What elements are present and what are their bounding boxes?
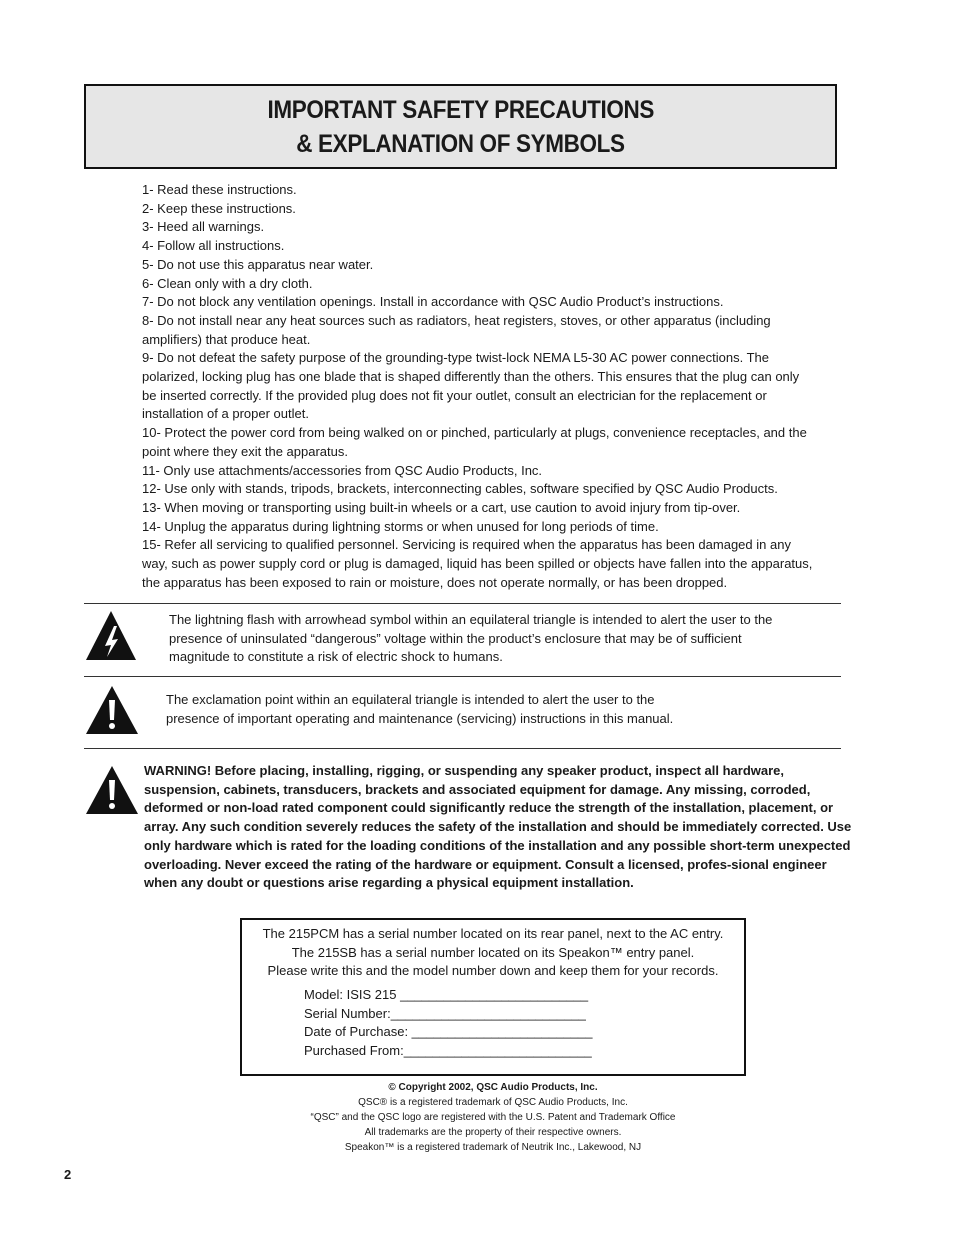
warning-triangle-icon — [84, 764, 140, 821]
serial-intro-line: The 215PCM has a serial number located on its rear panel, next to the AC entry. — [262, 926, 724, 941]
instruction-item: 15- Refer all servicing to qualified personnel. Servicing is required when the apparatus has been damaged in any way, such as power supply cord or plug is damaged, liquid has been spilled or objects have fallen into the apparatus, the apparatus has been exposed to rain or moisture, does not operate normally, or has been dropped. — [142, 537, 813, 590]
serial-number-box — [240, 918, 746, 1076]
serial-intro-line: Please write this and the model number down and keep them for your records. — [267, 963, 719, 979]
page-title-line-1: IMPORTANT SAFETY PRECAUTIONS — [267, 95, 654, 124]
divider — [84, 748, 841, 749]
trademark-line: All trademarks are the property of their respective owners. — [364, 1127, 622, 1138]
copyright-block — [240, 1080, 746, 1155]
exclamation-triangle-icon — [84, 684, 140, 741]
page-number: 2 — [64, 1167, 72, 1182]
serial-number-field: Serial Number:___________________________ — [304, 1005, 586, 1021]
date-of-purchase-field: Date of Purchase: _________________________ — [304, 1024, 593, 1040]
instruction-item: 4- Follow all instructions. — [142, 238, 285, 254]
instruction-item: 13- When moving or transporting using built-in wheels or a cart, use caution to avoid injury from tip-over. — [142, 499, 741, 515]
instruction-item: 7- Do not block any ventilation openings. Install in accordance with QSC Audio Product’s instructions. — [142, 294, 724, 310]
instruction-item: 3- Heed all warnings. — [142, 219, 265, 235]
instruction-item: 1- Read these instructions. — [142, 182, 297, 197]
trademark-line: “QSC” and the QSC logo are registered with the U.S. Patent and Trademark Office — [310, 1112, 676, 1123]
lightning-triangle-icon — [84, 609, 138, 668]
copyright-line: © Copyright 2002, QSC Audio Products, Inc. — [388, 1082, 598, 1093]
divider — [84, 676, 841, 677]
exclamation-symbol-description: The exclamation point within an equilateral triangle is intended to alert the user to the presence of important operating and maintenance (servicing) instructions in this manual. — [166, 692, 674, 726]
instruction-item: 9- Do not defeat the safety purpose of the grounding-type twist-lock NEMA L5-30 AC power connections. The polarized, locking plug has one blade that is shaped differently than the others. This ensures that the plug can only be inserted correctly. If the provided plug does not fit your outlet, consult an electrician for the replacement or installation of a proper outlet. — [142, 350, 800, 422]
instruction-item: 2- Keep these instructions. — [142, 200, 296, 216]
page-title-line-2: & EXPLANATION OF SYMBOLS — [296, 129, 625, 158]
instruction-item: 10- Protect the power cord from being walked on or pinched, particularly at plugs, convenience receptacles, and the point where they exit the apparatus. — [142, 425, 807, 459]
instruction-item: 8- Do not install near any heat sources such as radiators, heat registers, stoves, or other apparatus (including amplifiers) that produce heat. — [142, 312, 771, 347]
hardware-warning-text: WARNING! Before placing, installing, rigging, or suspending any speaker product, inspect all hardware, suspension, cabinets, transducers, brackets and associated equipment for damage. Any missing, corroded, deformed or non-load rated component could significantly reduce the strength of the installation, placement, or array. Any such condition severely reduces the safety of the installation and should be immediately corrected. Use only hardware which is rated for the loading conditions of the installation and any possible short-term unexpected overloading. Never exceed the rating of the hardware or equipment. Consult a licensed, profes-sional engineer when any doubt or questions arise regarding a physical equipment installation. — [144, 763, 852, 891]
trademark-line: QSC® is a registered trademark of QSC Audio Products, Inc. — [358, 1097, 628, 1108]
divider — [84, 603, 841, 604]
record-fields — [304, 986, 592, 1061]
instruction-item: 5- Do not use this apparatus near water. — [142, 256, 374, 272]
instruction-item: 6- Clean only with a dry cloth. — [142, 275, 313, 291]
purchased-from-field: Purchased From:__________________________ — [304, 1043, 592, 1059]
instruction-item: 11- Only use attachments/accessories from QSC Audio Products, Inc. — [142, 462, 543, 478]
instruction-item: 12- Use only with stands, tripods, brackets, interconnecting cables, software specified by QSC Audio Products. — [142, 481, 778, 497]
instructions-list — [142, 181, 817, 592]
instruction-item: 14- Unplug the apparatus during lightning storms or when unused for long periods of time. — [142, 518, 659, 534]
trademark-line: Speakon™ is a registered trademark of Neutrik Inc., Lakewood, NJ — [344, 1142, 642, 1153]
model-field: Model: ISIS 215 __________________________ — [304, 987, 589, 1002]
page-title-box — [84, 84, 837, 169]
lightning-symbol-description: The lightning flash with arrowhead symbol within an equilateral triangle is intended to alert the user to the presence of uninsulated “dangerous” voltage within the product’s enclosure that may be of sufficient magnitude to constitute a risk of electric shock to humans. — [169, 612, 773, 665]
serial-intro — [242, 925, 744, 981]
serial-intro-line: The 215SB has a serial number located on its Speakon™ entry panel. — [291, 944, 695, 960]
